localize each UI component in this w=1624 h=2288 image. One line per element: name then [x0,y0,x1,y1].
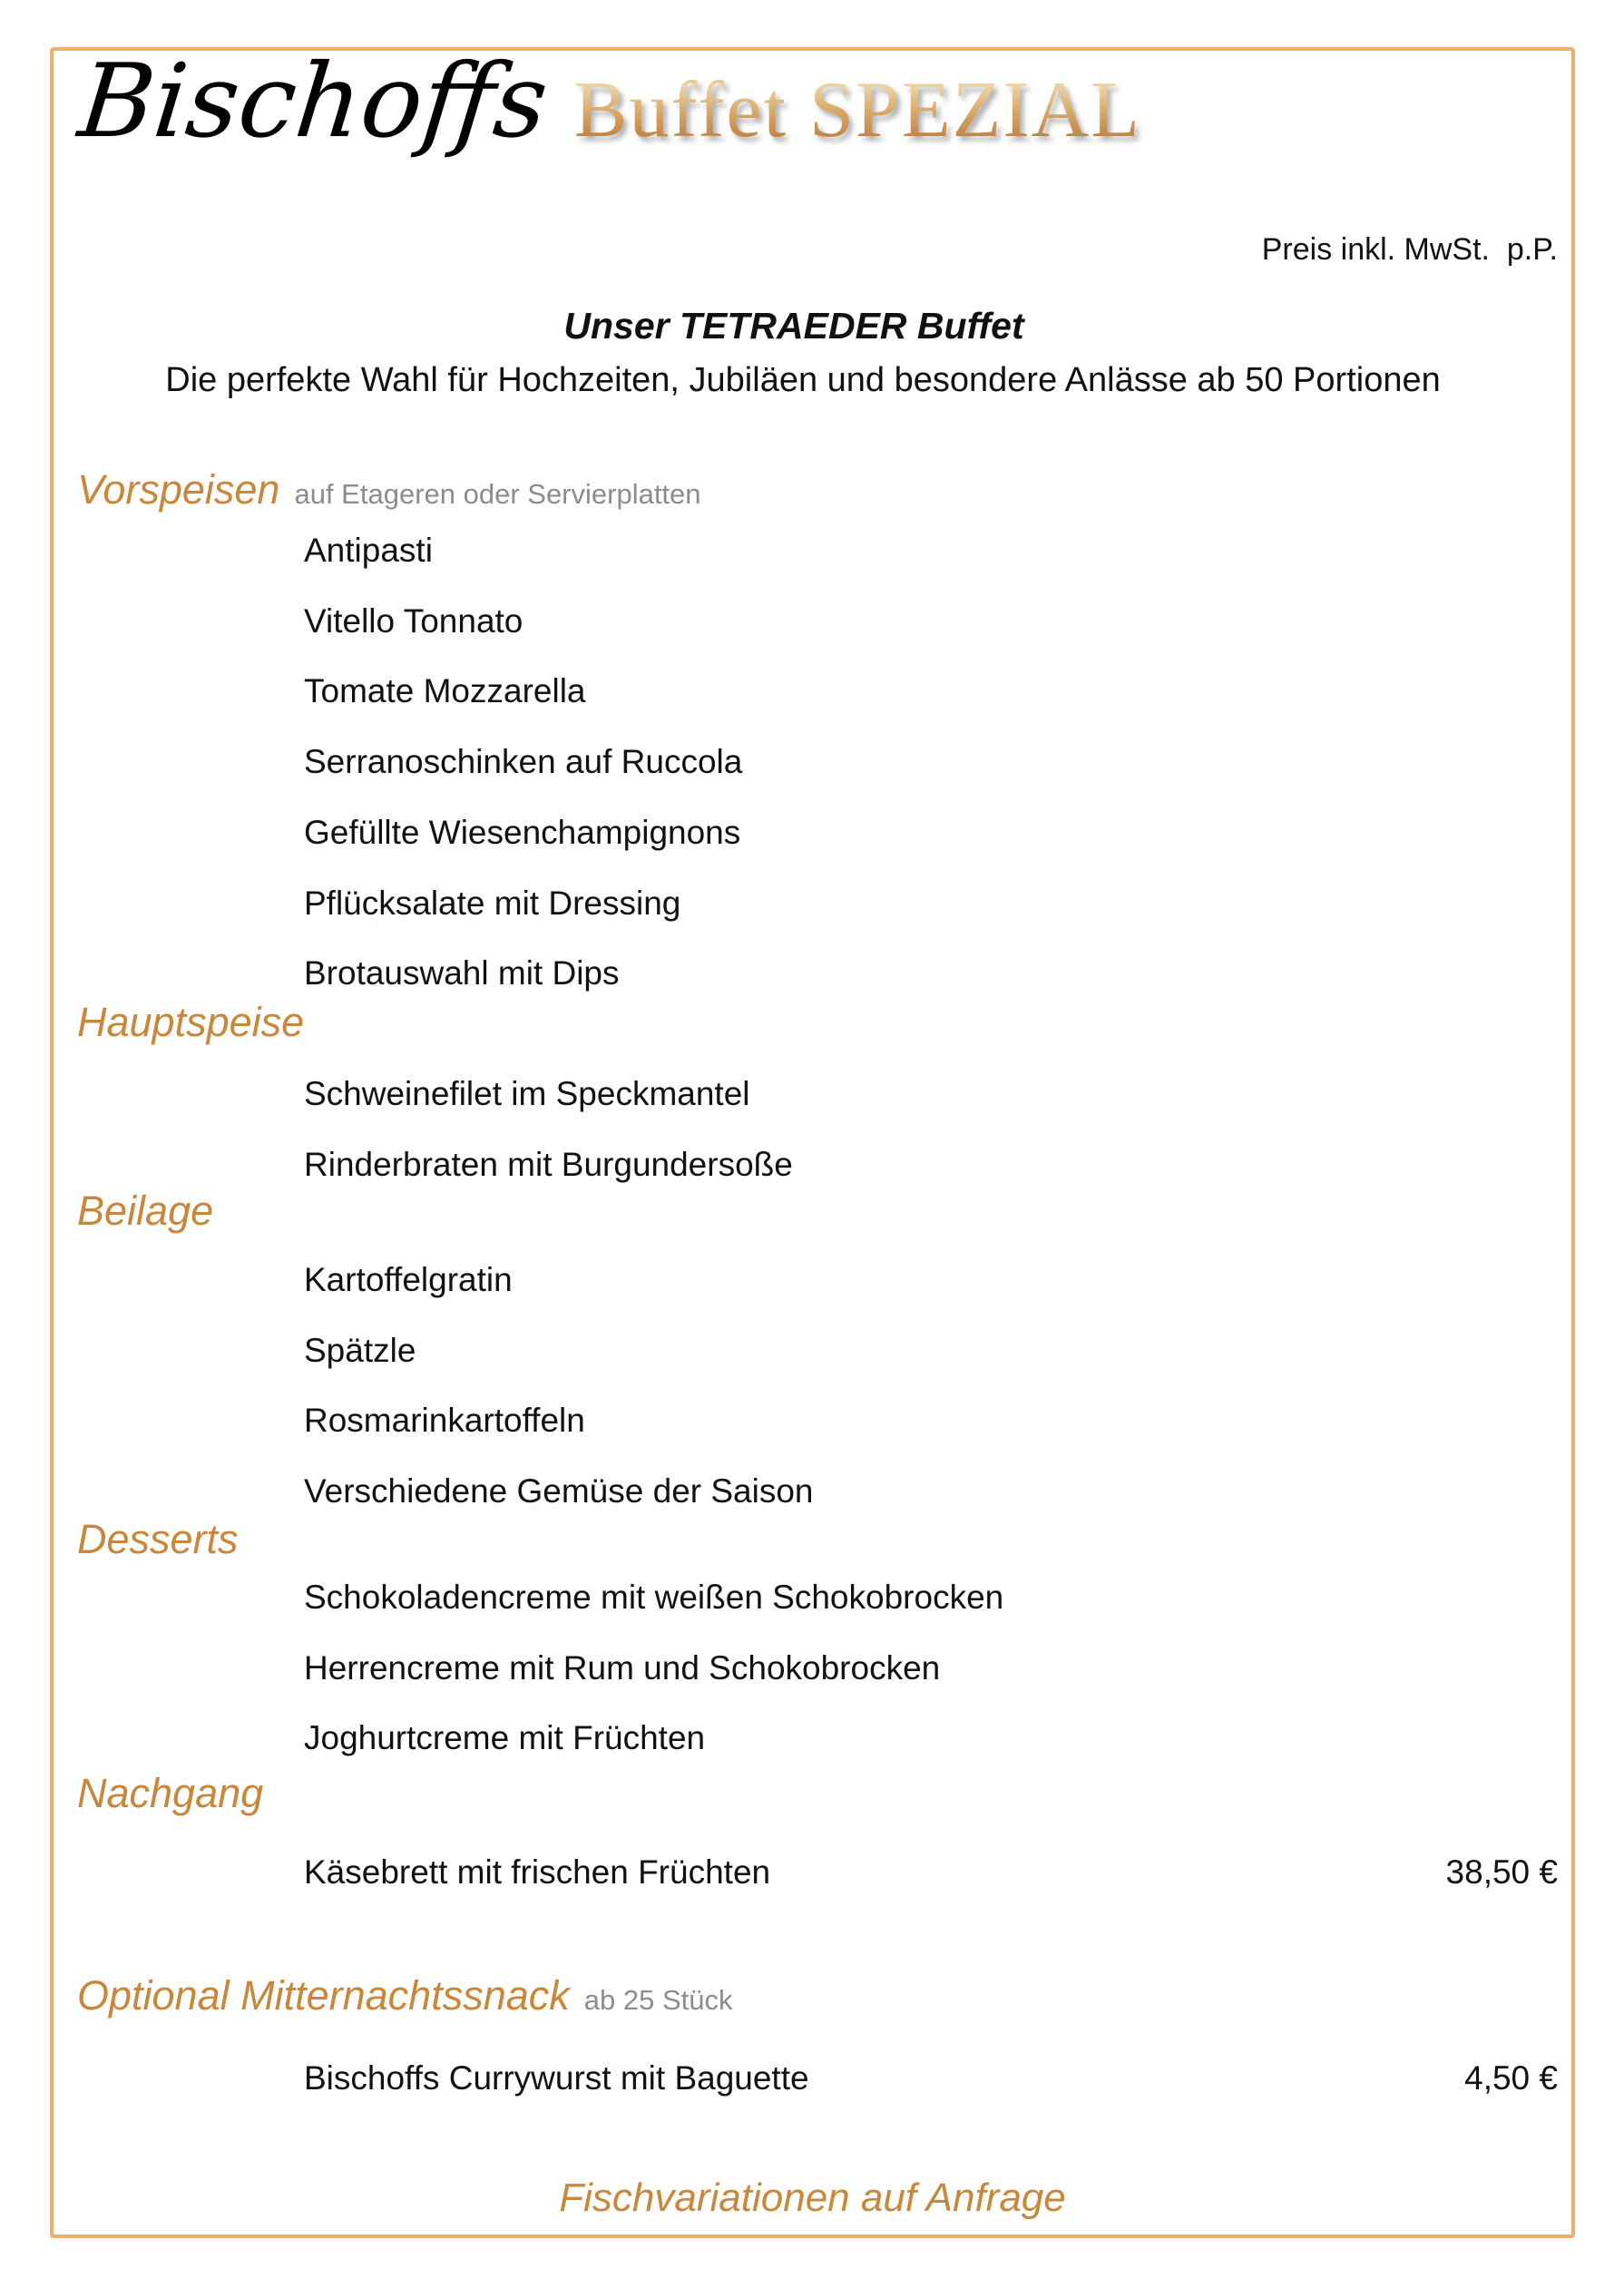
menu-item-row [304,797,1558,868]
menu-item-row [304,727,1558,797]
section-heading-vorspeisen [77,465,701,514]
menu-item-name: Rosmarinkartoffeln [304,1402,585,1440]
menu-item-row [304,1456,1558,1527]
menu-item-row [304,656,1558,727]
menu-item-row [304,586,1558,657]
menu-item-row [304,1315,1558,1386]
item-list-vorspeisen [304,515,1558,1009]
item-list-hauptspeise [304,1059,1558,1199]
menu-item-name: Vitello Tonnato [304,601,523,640]
menu-item-row [304,1059,1558,1129]
menu-item-name: Spätzle [304,1331,416,1369]
menu-item-name: Bischoffs Currywurst mit Baguette [304,2059,809,2097]
menu-item-row [304,1385,1558,1456]
section-heading-text: Vorspeisen [77,466,280,513]
menu-item-row [304,2043,1558,2114]
item-list-mitternachtssnack [304,2043,1558,2114]
menu-item-name: Serranoschinken auf Ruccola [304,743,743,781]
menu-item-row [304,1703,1558,1774]
menu-item-name: Schokoladencreme mit weißen Schokobrocken [304,1579,1004,1616]
menu-item-row [304,515,1558,586]
tax-note: Preis inkl. MwSt. p.P. [1261,232,1558,267]
section-heading-hauptspeise [77,998,304,1047]
menu-item-name: Schweinefilet im Speckmantel [304,1075,750,1112]
menu-item-name: Verschiedene Gemüse der Saison [304,1472,814,1511]
menu-item-name: Tomate Mozzarella [304,672,586,710]
section-heading-text: Nachgang [77,1770,264,1816]
menu-item-name: Rinderbraten mit Burgundersoße [304,1145,793,1183]
menu-item-name: Pflücksalate mit Dressing [304,884,681,922]
footer-note: Fischvariationen auf Anfrage [559,2176,1066,2220]
brand-gold-wordmark: Buffet SPEZIAL [573,66,1141,154]
brand-script-wordmark: Bischoffs [73,43,553,161]
item-list-desserts [304,1562,1558,1774]
section-subnote: ab 25 Stück [583,1984,733,2016]
menu-item-row [304,1562,1558,1633]
item-list-nachgang [304,1837,1558,1908]
section-heading-text: Hauptspeise [77,999,305,1045]
menu-item-name: Gefüllte Wiesenchampignons [304,813,741,851]
menu-item-row [304,1837,1558,1908]
menu-item-row [304,868,1558,939]
menu-item-name: Herrencreme mit Rum und Schokobrocken [304,1648,941,1687]
menu-item-name: Joghurtcreme mit Früchten [304,1719,706,1757]
section-heading-desserts [77,1515,239,1564]
section-heading-text: Optional Mitternachtssnack [77,1972,570,2019]
section-heading-nachgang [77,1769,263,1818]
section-heading-beilage [77,1187,213,1236]
section-heading-text: Desserts [77,1516,239,1562]
menu-item-row [304,1129,1558,1200]
menu-item-name: Antipasti [304,532,433,569]
menu-item-name: Kartoffelgratin [304,1261,513,1298]
menu-item-name: Käsebrett mit frischen Früchten [304,1853,771,1891]
menu-item-price: 38,50 € [1445,1853,1558,1891]
brand-logo [73,38,1141,165]
menu-item-row [304,1633,1558,1704]
menu-title: Unser TETRAEDER Buffet [563,305,1024,347]
section-heading-text: Beilage [77,1188,214,1234]
menu-item-row [304,1245,1558,1315]
menu-item-name: Brotauswahl mit Dips [304,954,620,992]
section-subnote: auf Etageren oder Servierplatten [294,478,701,510]
menu-item-row [304,938,1558,1009]
menu-subtitle: Die perfekte Wahl für Hochzeiten, Jubiläen und besondere Anlässe ab 50 Portionen [165,361,1441,399]
section-heading-mitternachtssnack [77,1971,732,2020]
item-list-beilage [304,1245,1558,1527]
menu-item-price: 4,50 € [1464,2059,1558,2097]
